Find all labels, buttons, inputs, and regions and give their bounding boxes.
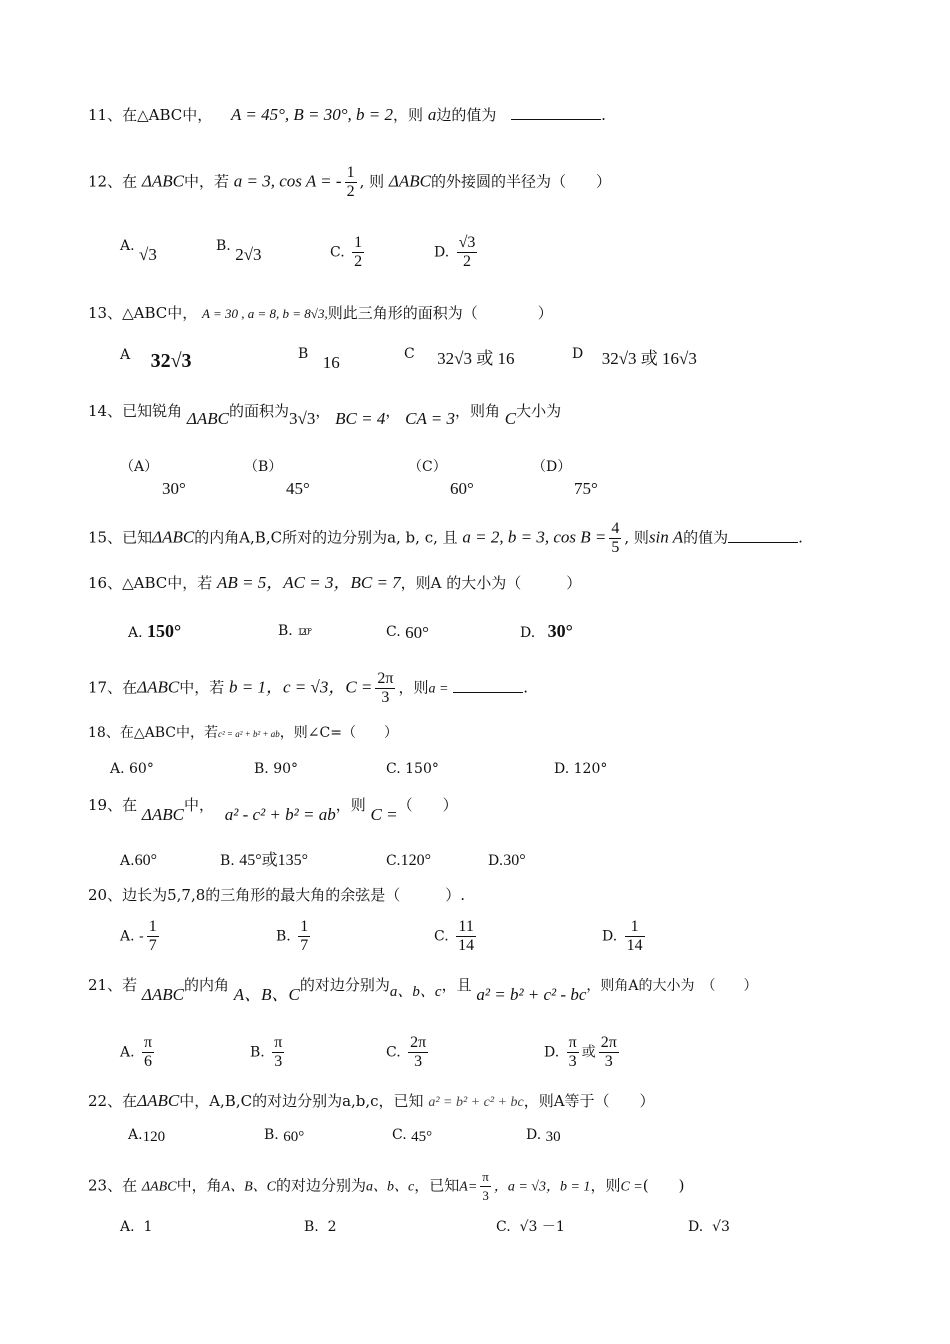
condition: a = 3, cos A = -	[233, 171, 342, 191]
fraction-numerator: π	[144, 1034, 153, 1051]
option-label: C.	[386, 1044, 401, 1061]
options-12	[120, 234, 880, 284]
option-b[interactable]	[244, 456, 310, 501]
sides: a、b、c	[366, 1179, 415, 1195]
options-23	[120, 1216, 880, 1240]
option-label: D.	[544, 1044, 560, 1061]
option-label: （A）	[120, 459, 159, 475]
fraction-numerator: √3	[458, 234, 476, 251]
question-text: ，则	[393, 106, 424, 124]
options-21	[120, 1034, 880, 1080]
option-d[interactable]	[572, 342, 697, 368]
option-label: B.	[278, 623, 293, 639]
fraction-denominator: 3	[482, 1188, 489, 1203]
option-a[interactable]	[120, 234, 157, 264]
fraction-numerator: π	[274, 1034, 283, 1051]
option-a[interactable]	[128, 620, 181, 644]
option-label: B.	[254, 761, 269, 777]
option-d[interactable]	[520, 620, 573, 644]
option-value: 30	[545, 1129, 561, 1145]
option-c[interactable]	[496, 1216, 565, 1238]
option-label: A.	[110, 761, 125, 777]
question-15	[88, 520, 803, 557]
option-value: 45°或135°	[239, 852, 309, 869]
punctuation: .	[523, 678, 528, 697]
question-number: 23、	[88, 1176, 123, 1195]
option-label: A.	[120, 238, 135, 254]
option-value: 60°	[134, 852, 157, 869]
question-text: ，则角A的大小为 （ ）	[586, 978, 758, 994]
option-value: 60°	[450, 479, 474, 498]
option-value: 60°	[283, 1129, 305, 1145]
option-label: B.	[216, 238, 231, 254]
option-label: A.	[128, 1127, 143, 1143]
option-label: A.	[120, 1044, 135, 1061]
fraction-denominator: 3	[274, 1053, 283, 1070]
option-value: 1	[143, 1219, 153, 1235]
triangle: ΔABC	[137, 677, 180, 697]
fraction-denominator: 14	[626, 937, 643, 954]
question-number: 16、	[88, 574, 123, 592]
option-label: A.	[120, 928, 135, 945]
fraction	[457, 234, 478, 271]
question-text: 中，A,B,C的对边分别为a,b,c，已知	[179, 1092, 424, 1110]
option-label: （D）	[532, 459, 572, 475]
question-text: 在	[122, 1176, 138, 1195]
fraction	[147, 918, 159, 955]
condition: a² - c² + b² = ab	[224, 805, 336, 824]
option-value: 120	[142, 1129, 166, 1145]
fraction	[456, 918, 476, 955]
variable: a	[427, 105, 437, 124]
option-b[interactable]	[304, 1216, 337, 1238]
fraction-denominator: 2	[354, 253, 363, 270]
condition: AB = 5，AC = 3，BC = 7	[217, 573, 401, 592]
question-text: ，则	[398, 678, 429, 697]
triangle: ΔABC	[186, 409, 229, 428]
question-text: 的内角A,B,C所对的边分别为a, b, c, 且	[194, 528, 458, 547]
triangle: ΔABC	[141, 1179, 177, 1195]
question-text: 的对边分别为	[299, 976, 390, 994]
option-value: 120°	[297, 626, 311, 638]
triangle: ΔABC	[388, 171, 431, 191]
question-number: 20、	[88, 886, 123, 904]
triangle: ΔABC	[141, 805, 184, 824]
question-number: 18、	[88, 725, 120, 741]
option-d[interactable]	[488, 850, 526, 872]
question-text: 的值为	[683, 528, 729, 547]
or-text: 或	[581, 1044, 596, 1061]
question-text: ，且	[441, 976, 472, 994]
option-c[interactable]	[386, 620, 429, 643]
question-13	[88, 302, 553, 325]
question-text: , 则	[359, 172, 385, 191]
question-text: 中，	[183, 796, 214, 814]
option-value: 30°	[503, 852, 526, 869]
option-d[interactable]	[526, 1124, 561, 1146]
option-a[interactable]	[120, 850, 157, 872]
question-text: 若	[122, 976, 138, 994]
fraction	[345, 164, 357, 201]
question-11	[88, 104, 606, 126]
option-value: 32√3	[150, 350, 192, 372]
option-label: C.	[386, 624, 401, 640]
option-label: A	[120, 347, 131, 363]
option-value: 30°	[547, 621, 573, 641]
question-text: ，则角	[455, 402, 501, 420]
fraction-denominator: 2	[463, 253, 472, 270]
question-text: 的外接圆的半径为（ ）	[431, 172, 612, 191]
fraction-numerator: 1	[346, 164, 355, 181]
question-text: 中，角	[176, 1176, 222, 1195]
option-value: 2√3	[235, 245, 262, 264]
question-18	[88, 722, 398, 745]
options-13	[120, 342, 880, 372]
question-number: 13、	[88, 304, 123, 322]
fraction-numerator: 11	[456, 918, 476, 937]
fraction-denominator: 3	[381, 689, 390, 706]
fraction-denominator: 3	[604, 1053, 613, 1070]
question-text: 在	[122, 172, 138, 191]
fraction-denominator: 14	[458, 937, 475, 954]
question-number: 17、	[88, 678, 123, 697]
condition: CA = 3	[405, 409, 455, 428]
area-value: 3√3	[289, 409, 316, 428]
fraction-numerator: 2π	[377, 670, 394, 687]
fraction-numerator: 2π	[410, 1034, 427, 1051]
question-text: 边长为5,7,8的三角形的最大角的余弦是（ ）.	[122, 886, 466, 904]
option-value: 75°	[574, 479, 598, 498]
formula: A = 45°, B = 30°, b = 2	[231, 105, 394, 124]
option-label: A.	[120, 853, 135, 869]
option-label: B.	[276, 928, 291, 945]
option-label: A.	[128, 625, 143, 641]
expression: sin A	[648, 527, 684, 547]
fraction-numerator: π	[480, 1168, 491, 1187]
question-number: 14、	[88, 402, 123, 420]
question-number: 21、	[88, 976, 123, 994]
condition: c² = a² + b² + ab	[217, 729, 280, 739]
options-22	[128, 1124, 888, 1148]
option-label: C.	[392, 1127, 407, 1143]
option-value: 30°	[162, 479, 186, 498]
option-a[interactable]	[110, 758, 154, 780]
fraction-denominator: 2	[346, 183, 355, 200]
option-value: 120°	[400, 852, 432, 869]
option-value: 32√3 或 16√3	[601, 349, 697, 368]
option-d[interactable]	[434, 234, 480, 271]
question-21	[88, 974, 758, 1004]
fraction-numerator: 1	[625, 918, 645, 937]
question-text: 则此三角形的面积为（ ）	[327, 304, 553, 322]
options-20	[120, 918, 880, 964]
question-19	[88, 794, 458, 824]
fraction-denominator: 7	[300, 937, 309, 954]
option-b[interactable]	[264, 1124, 304, 1146]
question-text: 中，若	[183, 172, 229, 191]
question-text: 边的值为	[436, 106, 497, 124]
fraction-numerator: π	[568, 1034, 577, 1051]
option-label: D.	[688, 1219, 704, 1235]
option-c[interactable]	[386, 1034, 431, 1071]
fraction-numerator: 2π	[600, 1034, 617, 1051]
option-value: √3 －1	[519, 1219, 565, 1235]
fraction	[599, 1034, 619, 1071]
options-18	[110, 758, 870, 782]
fraction-numerator: 4	[611, 520, 620, 537]
option-value: 120°	[573, 761, 608, 777]
fraction-denominator: 5	[611, 539, 620, 556]
option-c[interactable]	[434, 918, 479, 955]
minus-sign: -	[139, 928, 144, 945]
option-b[interactable]	[278, 620, 310, 643]
option-b[interactable]	[254, 758, 298, 780]
option-label: A.	[120, 1219, 135, 1235]
fraction	[408, 1034, 428, 1071]
variable: C =	[620, 1179, 643, 1195]
question-text: ，则A等于（ ）	[523, 1092, 655, 1110]
fraction-denominator: 7	[148, 937, 157, 954]
option-b[interactable]	[250, 1034, 287, 1071]
fraction-denominator: 3	[568, 1053, 577, 1070]
option-c[interactable]	[404, 342, 515, 368]
angles: A、B、C	[233, 985, 300, 1004]
option-c[interactable]	[408, 456, 474, 501]
question-text: 已知锐角	[122, 402, 183, 420]
option-label: B	[298, 346, 309, 362]
option-value: √3	[139, 245, 157, 264]
option-d[interactable]	[688, 1216, 730, 1238]
option-value: 90°	[273, 761, 299, 777]
option-d[interactable]	[602, 918, 648, 955]
question-text: ，则	[335, 796, 366, 814]
option-label: B.	[264, 1127, 279, 1143]
question-text: ，则	[590, 1176, 621, 1195]
question-22	[88, 1090, 655, 1114]
question-text: 的内角	[183, 976, 229, 994]
triangle: ΔABC	[141, 985, 184, 1004]
triangle: ΔABC	[152, 527, 195, 547]
option-b[interactable]	[276, 918, 313, 955]
question-20	[88, 884, 465, 906]
option-label: （B）	[244, 459, 283, 475]
question-23	[88, 1168, 684, 1205]
question-text: ，已知	[414, 1176, 460, 1195]
fraction	[609, 520, 621, 557]
question-text: △ABC中，若	[122, 574, 213, 592]
question-number: 12、	[88, 172, 123, 191]
option-a[interactable]	[128, 1124, 165, 1146]
variable: a =	[428, 681, 449, 697]
option-c[interactable]	[386, 758, 439, 780]
option-d[interactable]	[544, 1034, 622, 1071]
question-number: 19、	[88, 796, 123, 814]
option-value: 16	[322, 353, 340, 372]
fraction	[625, 918, 645, 955]
sides: a、b、c	[389, 984, 442, 1000]
option-value: 32√3 或 16	[437, 349, 515, 368]
condition: ，a = √3，b = 1	[493, 1179, 591, 1195]
question-text: △ABC中，	[122, 304, 198, 322]
question-text: 在	[122, 678, 138, 697]
condition: a² = b² + c² + bc	[428, 1095, 524, 1110]
question-text: 在	[122, 1092, 138, 1110]
question-text: ，则∠C=（ ）	[279, 725, 398, 741]
option-b[interactable]	[298, 342, 340, 372]
question-text: ( )	[642, 1176, 685, 1195]
option-label: C.	[496, 1219, 511, 1235]
option-label: D.	[488, 853, 504, 869]
condition: BC = 4	[335, 409, 386, 428]
triangle: ΔABC	[137, 1091, 180, 1110]
answer-blank	[453, 678, 523, 693]
question-text: ，则A 的大小为（ ）	[400, 574, 582, 592]
fraction	[142, 1034, 154, 1071]
option-a[interactable]	[120, 1216, 152, 1238]
option-label: D.	[434, 244, 450, 261]
option-label: B.	[220, 853, 235, 869]
option-value: 150°	[405, 761, 439, 777]
option-c[interactable]	[392, 1124, 432, 1146]
fraction	[272, 1034, 284, 1071]
option-c[interactable]	[386, 850, 431, 872]
question-text: 在	[122, 796, 138, 814]
option-label: C.	[434, 928, 449, 945]
question-text: 已知	[122, 528, 153, 547]
option-label: C.	[386, 853, 401, 869]
variable: C	[504, 409, 517, 428]
option-label: D.	[526, 1127, 542, 1143]
option-label: D	[572, 346, 584, 362]
options-14	[120, 456, 880, 496]
question-text: 的对边分别为	[276, 1176, 367, 1195]
option-d[interactable]	[532, 456, 598, 501]
condition: b = 1，c = √3，C =	[229, 677, 373, 697]
option-a[interactable]	[120, 456, 186, 501]
option-label: B.	[304, 1219, 319, 1235]
option-label: C.	[330, 244, 345, 261]
condition: a = 2, b = 3, cos B =	[462, 527, 607, 547]
triangle: ΔABC	[141, 171, 184, 191]
punctuation: .	[798, 528, 803, 547]
fraction-numerator: 1	[354, 234, 363, 251]
question-number: 11、	[88, 106, 123, 124]
question-12	[88, 164, 611, 201]
option-label: D.	[602, 928, 618, 945]
question-text: , 则	[624, 528, 649, 547]
question-17	[88, 670, 528, 707]
question-text: 的面积为	[228, 402, 289, 420]
question-14: 14、已知锐角 ΔABC的面积为3√3， BC = 4， CA = 3，则角 C大小为	[88, 402, 562, 428]
option-label: B.	[250, 1044, 265, 1061]
option-b[interactable]	[220, 850, 308, 872]
question-number: 22、	[88, 1092, 123, 1110]
answer-blank	[511, 105, 601, 120]
variable: C =	[370, 805, 398, 824]
option-c[interactable]	[330, 234, 367, 271]
option-value: 60°	[129, 761, 154, 777]
fraction	[298, 918, 310, 955]
option-value: 2	[327, 1219, 337, 1235]
question-text: （ ）	[397, 796, 458, 814]
option-value: 150°	[147, 621, 182, 641]
fraction	[480, 1168, 491, 1205]
options-16	[120, 620, 880, 650]
option-label: C.	[386, 761, 401, 777]
question-number: 15、	[88, 528, 123, 547]
answer-blank	[728, 528, 798, 543]
question-16	[88, 572, 581, 594]
fraction	[352, 234, 364, 271]
option-a[interactable]	[120, 342, 192, 372]
fraction-numerator: 1	[300, 918, 309, 935]
question-text: 在△ABC中，	[122, 106, 213, 124]
question-text: 中，若	[179, 678, 225, 697]
option-label: D.	[554, 761, 570, 777]
fraction	[375, 670, 395, 707]
option-label: C	[404, 346, 415, 362]
fraction-denominator: 3	[414, 1053, 423, 1070]
angles: A、B、C	[221, 1179, 277, 1195]
condition: A=	[459, 1179, 478, 1195]
option-value: 60°	[405, 623, 429, 642]
option-label: D.	[520, 625, 536, 641]
option-label: （C）	[408, 459, 447, 475]
condition: a² = b² + c² - bc	[476, 985, 587, 1004]
option-a[interactable]	[120, 1034, 157, 1071]
option-b[interactable]	[216, 234, 262, 264]
option-d[interactable]	[554, 758, 607, 780]
options-19	[120, 850, 880, 874]
condition: A = 30 , a = 8, b = 8√3,	[202, 306, 328, 321]
fraction-denominator: 6	[144, 1053, 153, 1070]
punctuation: .	[601, 106, 606, 124]
option-value: 45°	[286, 479, 310, 498]
question-text: 在△ABC中，若	[119, 725, 218, 741]
option-value: √3	[712, 1219, 730, 1235]
option-value: 45°	[411, 1129, 433, 1145]
question-text: 大小为	[516, 402, 562, 420]
fraction	[567, 1034, 579, 1071]
option-a[interactable]	[120, 918, 162, 955]
fraction-numerator: 1	[148, 918, 157, 935]
